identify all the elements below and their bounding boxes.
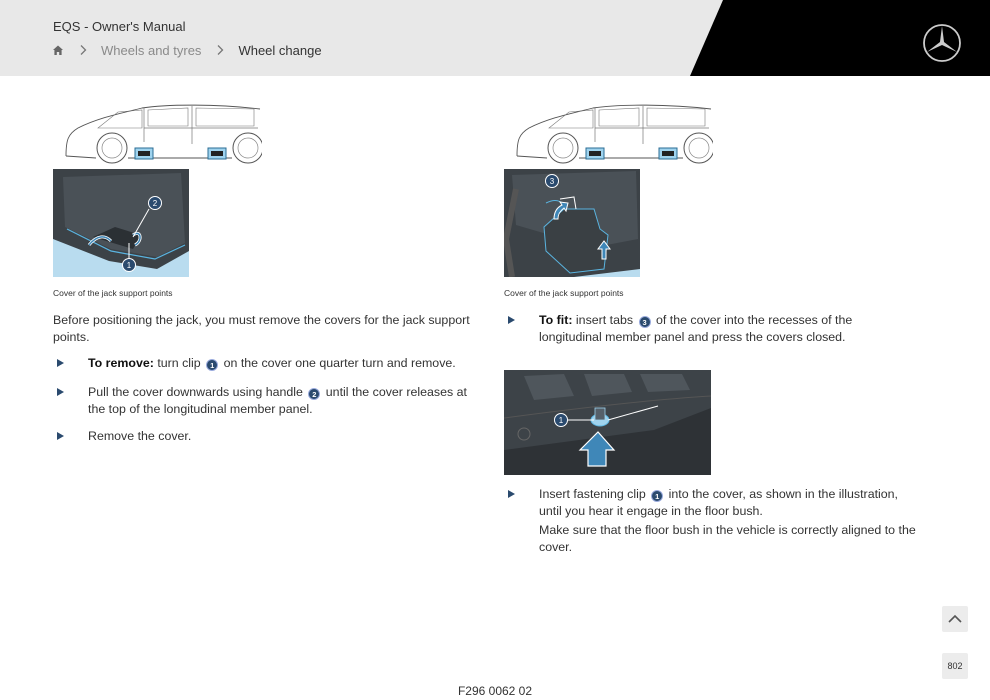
breadcrumb-wheel-change: Wheel change [238, 42, 322, 58]
figure-caption: Cover of the jack support points [504, 288, 624, 298]
list-item: To fit: insert tabs 3 of the cover into the recesses of the longitudinal member panel and press the covers closed. [508, 312, 928, 346]
note-text: Make sure that the floor bush in the vehicle is correctly aligned to the cover. [539, 523, 916, 554]
triangle-bullet-icon [57, 359, 64, 367]
document-title: EQS - Owner's Manual [53, 19, 186, 34]
fastening-clip-photo [504, 370, 711, 475]
figure-caption: Cover of the jack support points [53, 288, 173, 298]
callout-number: 3 [639, 316, 651, 328]
list-item: Pull the cover downwards using handle 2 until the cover releases at the top of the longitudinal member panel. [57, 384, 477, 418]
scroll-to-top-button[interactable] [942, 606, 968, 632]
callout-number: 1 [651, 490, 663, 502]
car-side-illustration [509, 100, 713, 168]
triangle-bullet-icon [57, 432, 64, 440]
callout-number: 2 [308, 388, 320, 400]
breadcrumb-wheels-and-tyres[interactable]: Wheels and tyres [101, 42, 202, 58]
list-item: To remove: turn clip 1 on the cover one quarter turn and remove. [57, 355, 477, 373]
triangle-bullet-icon [508, 316, 515, 324]
chevron-right-icon [79, 44, 87, 56]
figure-code: F296 0062 02 [457, 684, 533, 698]
figure-label-1: 1 [558, 416, 564, 425]
mercedes-star-icon[interactable] [922, 23, 962, 63]
triangle-bullet-icon [508, 490, 515, 498]
figure-label-1: 1 [126, 261, 132, 270]
triangle-bullet-icon [57, 388, 64, 396]
intro-paragraph: Before positioning the jack, you must remove the covers for the jack support points. [53, 313, 470, 344]
chevron-up-icon [942, 606, 968, 632]
jack-cover-fitting-photo [504, 169, 640, 277]
figure-label-2: 2 [152, 199, 158, 208]
breadcrumb [52, 42, 322, 58]
list-item: Insert fastening clip 1 into the cover, as shown in the illustration, until you hear it engage in the floor bush. Make sure that the floor bush in the vehicle is correctly aligned to the cover. [508, 486, 928, 556]
figure-label-3: 3 [549, 177, 555, 186]
home-icon[interactable] [52, 44, 64, 56]
car-side-illustration [58, 100, 262, 168]
list-item: Remove the cover. [57, 428, 477, 446]
jack-cover-removal-photo [53, 169, 189, 277]
chevron-right-icon [216, 44, 224, 56]
step-label: To fit: [539, 313, 573, 327]
callout-number: 1 [206, 359, 218, 371]
step-label: To remove: [88, 356, 154, 370]
page-number-button[interactable]: 802 [942, 653, 968, 679]
